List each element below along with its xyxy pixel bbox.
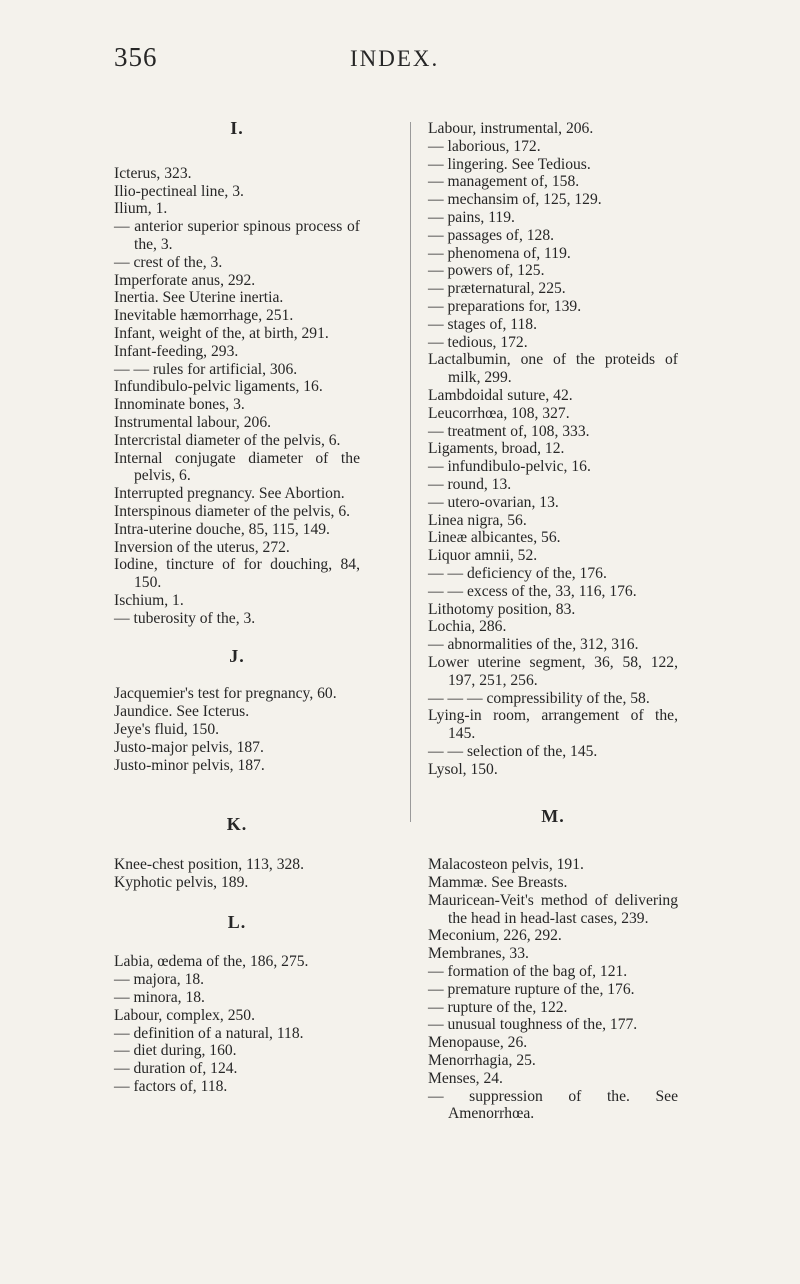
index-entry: — infundibulo-pelvic, 16. [428, 458, 591, 476]
index-entry: Innominate bones, 3. [114, 396, 245, 414]
index-entry: Interrupted pregnancy. See Abortion. [114, 485, 345, 503]
index-entry: Interspinous diameter of the pelvis, 6. [114, 502, 351, 520]
index-entry: Ilio-pectineal line, 3. [114, 182, 244, 200]
index-entry: Lineæ albicantes, 56. [428, 529, 561, 547]
index-entry: Ligaments, broad, 12. [428, 440, 565, 458]
index-entry: — factors of, 118. [114, 1078, 228, 1096]
index-entry: — phenomena of, 119. [428, 244, 571, 262]
index-entry: Ischium, 1. [114, 591, 184, 609]
index-entry: — anterior superior spinous process of the, 3. [114, 218, 360, 253]
index-entry: Malacosteon pelvis, 191. [428, 856, 584, 874]
index-entry: — treatment of, 108, 333. [428, 422, 590, 440]
index-entry: — utero-ovarian, 13. [428, 493, 559, 511]
index-entry: Lochia, 286. [428, 618, 507, 636]
index-entry: Inertia. See Uterine inertia. [114, 289, 284, 307]
section-letter: K. [226, 814, 248, 835]
index-entry: — crest of the, 3. [114, 253, 223, 271]
index-entry: — — excess of the, 33, 116, 176. [428, 582, 637, 600]
index-entry: Labia, œdema of the, 186, 275. [114, 953, 309, 971]
index-entry: Justo-major pelvis, 187. [114, 738, 264, 756]
index-entry: Leucorrhœa, 108, 327. [428, 404, 570, 422]
index-entry: — tuberosity of the, 3. [114, 609, 256, 627]
index-entry: Intra-uterine douche, 85, 115, 149. [114, 520, 330, 538]
index-entry: Knee-chest position, 113, 328. [114, 856, 304, 874]
section-letter: L. [227, 911, 247, 932]
index-entry: — præternatural, 225. [428, 280, 566, 298]
index-entry: — preparations for, 139. [428, 297, 582, 315]
index-entry: Lower uterine segment, 36, 58, 122, 197, 251, 256. [428, 653, 678, 689]
index-entry: — abnormalities of the, 312, 316. [428, 636, 639, 654]
index-entry: — — rules for artificial, 306. [114, 360, 298, 378]
index-entry: — rupture of the, 122. [428, 998, 568, 1016]
index-entry: Lactalbumin, one of the proteids of milk, 299. [428, 351, 678, 387]
index-entry: — diet during, 160. [114, 1042, 237, 1060]
index-entry: Imperforate anus, 292. [114, 271, 256, 289]
index-entry: Menses, 24. [428, 1069, 503, 1087]
index-entry: — pains, 119. [428, 208, 515, 226]
column-divider [410, 122, 411, 822]
index-entry: Justo-minor pelvis, 187. [114, 756, 265, 774]
index-entry: Iodine, tincture of for douching, 84, 150. [114, 556, 360, 592]
index-entry: — management of, 158. [428, 173, 580, 191]
index-entry: Infant-feeding, 293. [114, 342, 239, 360]
index-entry: — — — compressibility of the, 58. [428, 689, 650, 707]
index-entry: Membranes, 33. [428, 945, 529, 963]
page-header [0, 42, 800, 82]
index-column-left [114, 120, 360, 1096]
index-entry: Icterus, 323. [114, 164, 192, 182]
index-entry: Lying-in room, arrangement of the, 145. [428, 707, 678, 743]
index-entry: — — deficiency of the, 176. [428, 564, 607, 582]
index-entry: Jeye's fluid, 150. [114, 720, 220, 738]
index-entry: — unusual toughness of the, 177. [428, 1016, 638, 1034]
index-entry: — minora, 18. [114, 989, 205, 1007]
index-entry: — powers of, 125. [428, 262, 545, 280]
index-entry: Mauricean-Veit's method of delivering the head in head-last cases, 239. [428, 891, 678, 927]
index-entry: Lithotomy position, 83. [428, 600, 576, 618]
running-head: INDEX. [350, 46, 440, 71]
index-entry: — passages of, 128. [428, 226, 555, 244]
index-entry: Instrumental labour, 206. [114, 413, 272, 431]
index-entry: Intercristal diameter of the pelvis, 6. [114, 431, 341, 449]
index-entry: — duration of, 124. [114, 1060, 238, 1078]
index-entry: — round, 13. [428, 475, 512, 493]
index-entry: Ilium, 1. [114, 200, 168, 218]
index-entry: — — selection of the, 145. [428, 742, 598, 760]
index-entry: Internal conjugate diameter of the pelvis, 6. [114, 449, 360, 485]
section-letter: J. [229, 645, 245, 666]
index-entry: Lysol, 150. [428, 760, 498, 778]
page-number: 356 [114, 42, 158, 72]
index-entry: Menopause, 26. [428, 1034, 528, 1052]
index-entry: — premature rupture of the, 176. [428, 980, 635, 998]
index-entry: Labour, instrumental, 206. [428, 120, 594, 137]
index-entry: — laborious, 172. [428, 137, 541, 155]
index-entry: Jaundice. See Icterus. [114, 703, 250, 721]
index-entry: Kyphotic pelvis, 189. [114, 873, 249, 891]
index-entry: Meconium, 226, 292. [428, 927, 562, 945]
index-entry: Linea nigra, 56. [428, 511, 527, 529]
index-entry: Menorrhagia, 25. [428, 1052, 536, 1070]
index-entry: — formation of the bag of, 121. [428, 963, 628, 981]
index-entry: — suppression of the. See Amenorrhœa. [428, 1087, 678, 1123]
index-entry: Labour, complex, 250. [114, 1006, 255, 1024]
index-entry: — lingering. See Tedious. [428, 155, 591, 173]
index-entry: — mechansim of, 125, 129. [428, 191, 602, 209]
section-letter: M. [541, 806, 565, 827]
index-entry: Lambdoidal suture, 42. [428, 386, 573, 404]
index-entry: Inversion of the uterus, 272. [114, 538, 290, 556]
index-entry: — stages of, 118. [428, 315, 537, 333]
section-letter: I. [230, 118, 244, 138]
index-entry: — majora, 18. [114, 971, 205, 989]
index-entry: Liquor amnii, 52. [428, 547, 538, 565]
index-entry: Infundibulo-pelvic ligaments, 16. [114, 378, 323, 396]
index-entry: Infant, weight of the, at birth, 291. [114, 324, 329, 342]
index-entry: — definition of a natural, 118. [114, 1024, 304, 1042]
index-entry: Inevitable hæmorrhage, 251. [114, 307, 294, 325]
index-entry: Mammæ. See Breasts. [428, 874, 568, 892]
index-column-right [428, 120, 678, 1123]
index-entry: — tedious, 172. [428, 333, 528, 351]
index-entry: Jacquemier's test for pregnancy, 60. [114, 685, 337, 703]
